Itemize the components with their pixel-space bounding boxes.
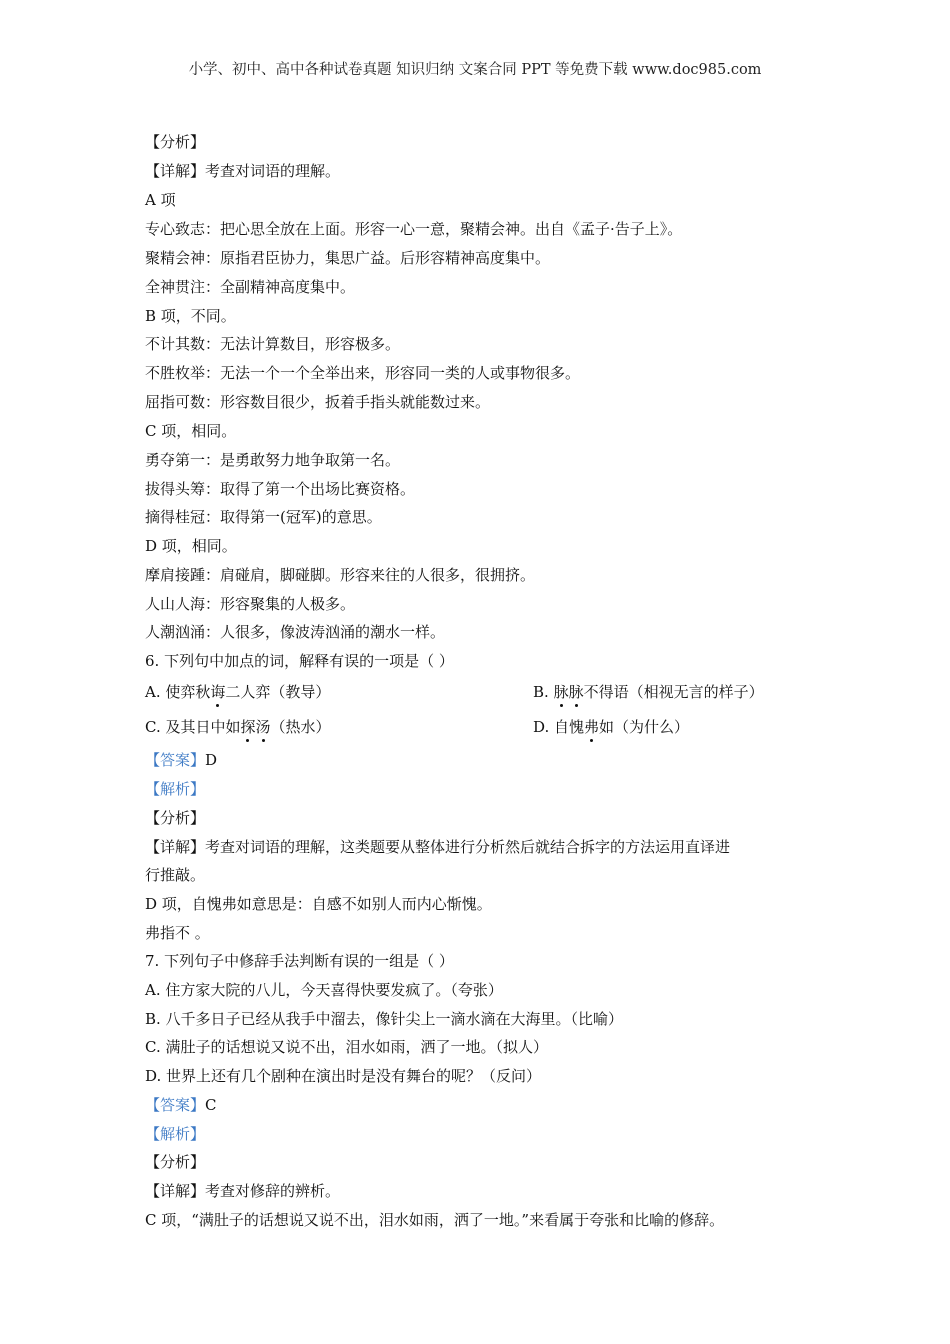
page-header: 小学、初中、高中各种试卷真题 知识归纳 文案合同 PPT 等免费下载 www.doc985.com <box>188 62 762 78</box>
q7-option-b: B. 八千多日子已经从我手中溜去，像针尖上一滴水滴在大海里。（比喻） <box>145 1010 624 1028</box>
q6-answer: 【答案】D <box>145 751 218 769</box>
question-6-stem: 6. 下列句中加点的词，解释有误的一项是（ ） <box>145 652 454 670</box>
q6-option-c: C. 及其日中如探汤（热水） <box>145 718 331 736</box>
definition-line: 摘得桂冠：取得第一(冠军)的意思。 <box>145 508 382 526</box>
q6-analysis-tag: 【分析】 <box>145 809 206 827</box>
q6-detail-line: D 项，自愧弗如意思是：自感不如别人而内心惭愧。 <box>145 895 492 913</box>
q7-detail-line: C 项，“满肚子的话想说又说不出，泪水如雨，洒了一地。”来看属于夸张和比喻的修辞。 <box>145 1211 725 1229</box>
definition-line: 全神贯注：全副精神高度集中。 <box>145 278 356 296</box>
definition-line: 专心致志：把心思全放在上面。形容一心一意，聚精会神。出自《孟子·告子上》。 <box>145 220 683 238</box>
definition-line: 摩肩接踵：肩碰肩，脚碰脚。形容来往的人很多，很拥挤。 <box>145 566 536 584</box>
q7-explanation-tag: 【解析】 <box>145 1125 206 1143</box>
detail-line: 【详解】考查对词语的理解。 <box>145 162 341 180</box>
item-b-title: B 项，不同。 <box>145 307 236 325</box>
definition-line: 屈指可数：形容数目很少，扳着手指头就能数过来。 <box>145 393 491 411</box>
analysis-tag: 【分析】 <box>145 133 206 151</box>
definition-line: 勇夺第一：是勇敢努力地争取第一名。 <box>145 451 401 469</box>
definition-line: 不计其数：无法计算数目，形容极多。 <box>145 335 401 353</box>
definition-line: 聚精会神：原指君臣协力，集思广益。后形容精神高度集中。 <box>145 249 551 267</box>
q6-detail-line: 弗指不 。 <box>145 924 210 942</box>
q7-option-c: C. 满肚子的话想说又说不出，泪水如雨，洒了一地。（拟人） <box>145 1038 548 1056</box>
q6-detail-line: 【详解】考查对词语的理解，这类题要从整体进行分析然后就结合拆字的方法运用直译进 <box>145 838 731 856</box>
q6-explanation-tag: 【解析】 <box>145 780 206 798</box>
question-7-stem: 7. 下列句子中修辞手法判断有误的一组是（ ） <box>145 952 454 970</box>
definition-line: 人山人海：形容聚集的人极多。 <box>145 595 356 613</box>
definition-line: 人潮汹涌：人很多，像波涛汹涌的潮水一样。 <box>145 623 446 641</box>
q6-option-a: A. 使弈秋诲二人弈（教导） <box>145 683 331 701</box>
item-a-title: A 项 <box>145 191 176 209</box>
item-d-title: D 项，相同。 <box>145 537 237 555</box>
q7-detail-line: 【详解】考查对修辞的辨析。 <box>145 1182 341 1200</box>
q7-option-a: A. 住方家大院的八儿，今天喜得快要发疯了。（夸张） <box>145 981 503 999</box>
q7-answer: 【答案】C <box>145 1096 217 1114</box>
definition-line: 不胜枚举：无法一个一个全举出来，形容同一类的人或事物很多。 <box>145 364 581 382</box>
q6-option-d: D. 自愧弗如（为什么） <box>533 718 690 736</box>
q7-option-d: D. 世界上还有几个剧种在演出时是没有舞台的呢？（反问） <box>145 1067 542 1085</box>
definition-line: 拔得头筹：取得了第一个出场比赛资格。 <box>145 480 416 498</box>
item-c-title: C 项，相同。 <box>145 422 237 440</box>
q6-detail-line: 行推敲。 <box>145 866 206 884</box>
q7-analysis-tag: 【分析】 <box>145 1153 206 1171</box>
q6-option-b: B. 脉脉不得语（相视无言的样子） <box>533 683 764 701</box>
